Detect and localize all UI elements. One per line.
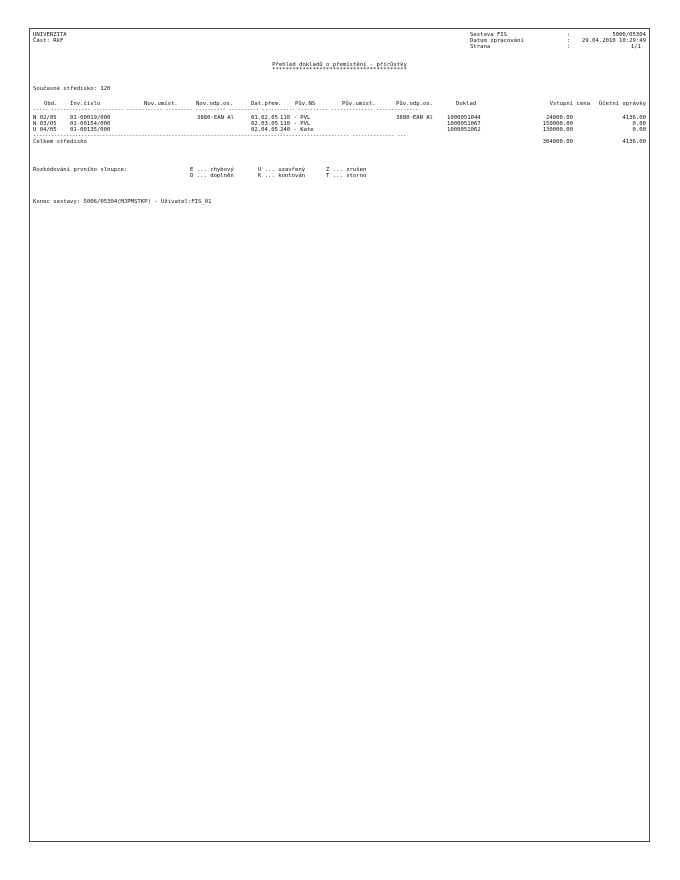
cell-depreciation: 0.00	[632, 121, 646, 127]
cell-inv-number: 01-00135/000	[70, 127, 111, 133]
center-label: Současné středisko: 120	[33, 86, 111, 92]
page-number: 1/1	[630, 44, 641, 50]
report-page	[29, 28, 650, 842]
cell-transfer-date: 01.02.05	[251, 115, 278, 121]
header-rule: ----- ------------- ---------- ------------ --------- ---------- ---------- ----------- ---------- -------------- --------------	[33, 107, 419, 113]
col-new-location: Nov.umíst.	[144, 101, 178, 107]
cell-input-price: 130000.00	[542, 127, 573, 133]
total-label: Celkem středisko	[33, 139, 87, 145]
cell-orig-center: 240 - Kate	[280, 127, 314, 133]
col-document: Doklad	[456, 101, 477, 107]
cell-orig-center: 110 - PVL	[280, 115, 311, 121]
page-label: Strana	[470, 44, 491, 50]
col-orig-center: Pův.NS	[295, 101, 316, 107]
col-inv-number: Inv.číslo	[70, 101, 101, 107]
legend-item: K ... kontován	[258, 173, 306, 179]
col-orig-person: Pův.odp.os.	[396, 101, 434, 107]
cell-transfer-date: 02.03.05	[251, 121, 278, 127]
total-input-price: 304800.00	[542, 139, 573, 145]
cell-document: 1000051067	[447, 121, 481, 127]
cell-orig-person: 3880-EAN Al	[396, 115, 434, 121]
col-depreciation: Účetní oprávky	[598, 101, 646, 107]
legend-label: Rozkódování prvního sloupce:	[33, 167, 128, 173]
cell-document: 1000051044	[447, 115, 481, 121]
department: Část: RkF	[33, 38, 64, 44]
total-depreciation: 4136.00	[622, 139, 646, 145]
processed-label: Datum zpracování	[470, 38, 524, 44]
cell-input-price: 150000.00	[542, 121, 573, 127]
legend-item: U ... uzavřený	[258, 167, 306, 173]
cell-depreciation: 0.00	[632, 127, 646, 133]
legend-item: D ... doplněn	[190, 173, 234, 179]
report-sep: :	[567, 32, 571, 38]
col-new-person: Nov.odp.os.	[196, 101, 234, 107]
legend-item: T ... storno	[326, 173, 367, 179]
col-period: Obd.	[44, 101, 58, 107]
col-input-price: Vstupní cena	[549, 101, 590, 107]
cell-new-person: 3880-EAN Al	[197, 115, 235, 121]
cell-document: 1000051062	[447, 127, 481, 133]
cell-inv-number: 01-00019/000	[70, 115, 111, 121]
total-rule: --------------------------------------------------------------------------------------------------------- -------------- ---	[33, 133, 407, 139]
cell-orig-center: 110 - PVL	[280, 121, 311, 127]
cell-transfer-date: 02.04.05	[251, 127, 278, 133]
cell-period: N 02/05	[33, 115, 57, 121]
report-label: Sestava FIS	[470, 32, 508, 38]
page-sep: :	[567, 44, 571, 50]
cell-depreciation: 4136.00	[622, 115, 646, 121]
legend-item: E ... chybový	[190, 167, 234, 173]
cell-inv-number: 01-00154/000	[70, 121, 111, 127]
title-underline: ****************************************	[272, 67, 407, 73]
legend-item: Z ... zrušen	[326, 167, 367, 173]
cell-period: U 04/05	[33, 127, 57, 133]
col-transfer-date: Dat.přem.	[251, 101, 282, 107]
cell-period: N 03/05	[33, 121, 57, 127]
report-end-line: Konec sestavy: 5006/05304(MJPMSTKP) - Uživatel:FIS_01	[33, 199, 212, 205]
processed-datetime: 29.04.2010 10:29:49	[582, 38, 646, 44]
cell-input-price: 24800.00	[546, 115, 573, 121]
report-title: Přehled dokladů o přemístění - přírůstky	[272, 62, 407, 68]
processed-sep: :	[567, 38, 571, 44]
report-number: 5006/05304	[612, 32, 646, 38]
org-name: UNIVERZITA	[33, 32, 67, 38]
col-orig-location: Pův.umíst.	[342, 101, 376, 107]
total-row	[30, 139, 649, 145]
